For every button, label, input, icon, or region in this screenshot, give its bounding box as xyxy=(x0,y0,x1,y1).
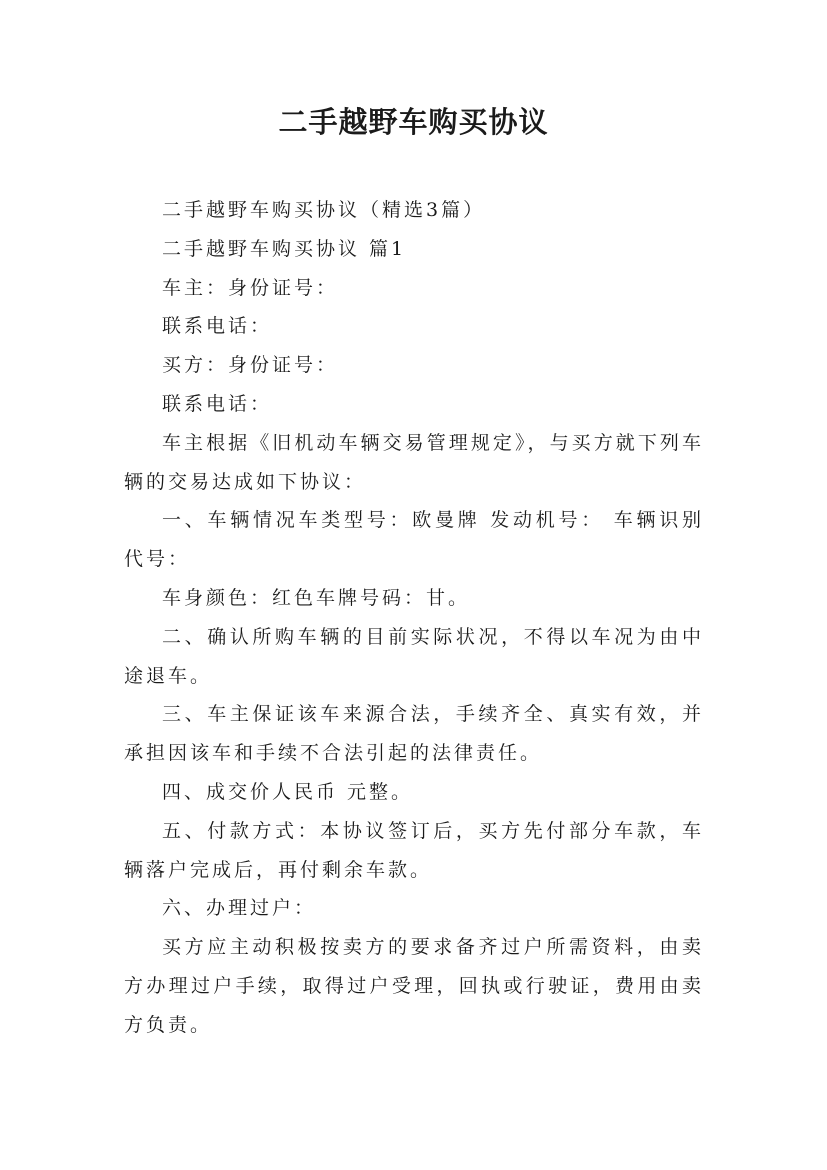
document-body xyxy=(124,191,704,1045)
paragraph-clause-5: 五、付款方式：本协议签订后，买方先付部分车款，车辆落户完成后，再付剩余车款。 xyxy=(124,819,704,881)
paragraph-clause-1: 一、车辆情况车类型号：欧曼牌 发动机号： 车辆识别代号： xyxy=(124,509,704,571)
paragraph-vehicle-color: 车身颜色：红色车牌号码：甘。 xyxy=(162,586,471,609)
paragraph-clause-4: 四、成交价人民币 元整。 xyxy=(162,780,414,803)
paragraph-buyer-phone: 联系电话： xyxy=(162,392,273,415)
paragraph-transfer-details: 买方应主动积极按卖方的要求备齐过户所需资料，由卖方办理过户手续，取得过户受理，回执或行驶证，费用由卖方负责。 xyxy=(124,936,704,1036)
paragraph-clause-6: 六、办理过户： xyxy=(162,897,317,920)
paragraph-buyer-id: 买方：身份证号： xyxy=(162,354,339,377)
paragraph-section-heading: 二手越野车购买协议 篇1 xyxy=(162,237,407,260)
document-title: 二手越野车购买协议 xyxy=(278,105,549,139)
paragraph-owner-id: 车主：身份证号： xyxy=(162,276,339,299)
paragraph-preamble: 车主根据《旧机动车辆交易管理规定》，与买方就下列车辆的交易达成如下协议： xyxy=(124,431,704,493)
paragraph-clause-3: 三、车主保证该车来源合法，手续齐全、真实有效，并承担因该车和手续不合法引起的法律责任。 xyxy=(124,703,704,765)
paragraph-clause-2: 二、确认所购车辆的目前实际状况，不得以车况为由中途退车。 xyxy=(124,625,704,687)
paragraph-owner-phone: 联系电话： xyxy=(162,315,273,338)
paragraph-subtitle: 二手越野车购买协议（精选3篇） xyxy=(162,199,486,221)
